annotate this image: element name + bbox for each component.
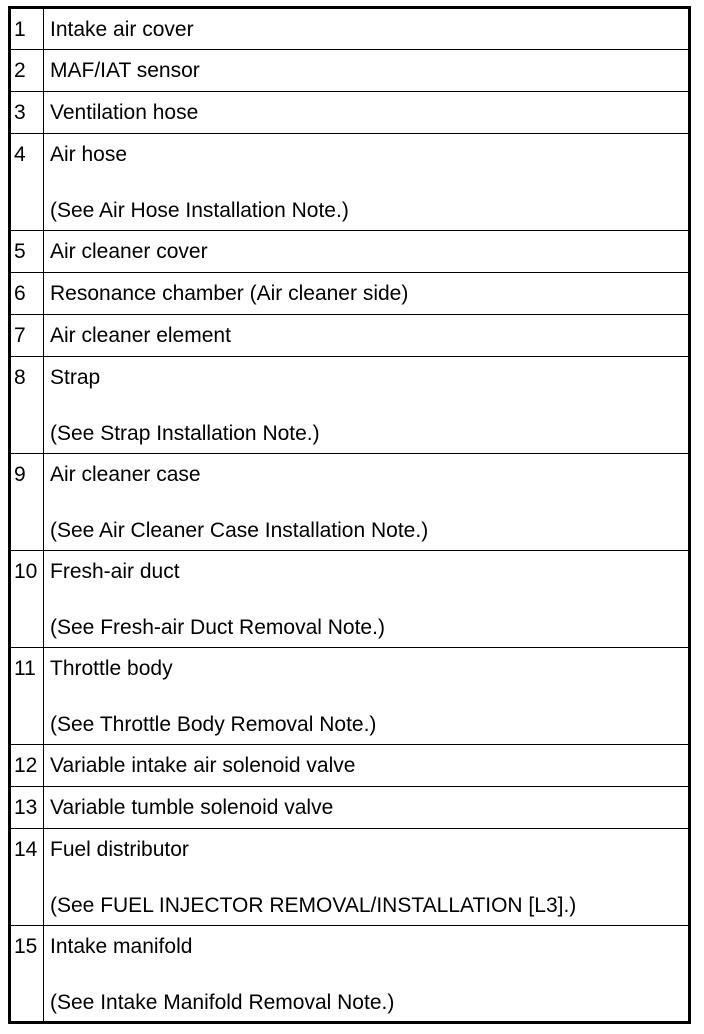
item-number: 10 (10, 551, 44, 648)
item-note: (See Strap Installation Note.) (50, 422, 320, 445)
item-note: (See Air Cleaner Case Installation Note.) (50, 519, 429, 542)
item-note: (See FUEL INJECTOR REMOVAL/INSTALLATION [L3].) (50, 894, 577, 917)
table-row (10, 829, 690, 926)
table-row (10, 50, 690, 92)
item-name: Throttle body (50, 657, 173, 680)
item-name: Variable intake air solenoid valve (50, 754, 356, 777)
item-description-cell (44, 829, 690, 926)
item-description-cell (44, 648, 690, 745)
item-note: (See Fresh-air Duct Removal Note.) (50, 616, 385, 639)
item-name: Ventilation hose (50, 101, 199, 124)
item-description-cell (44, 50, 690, 92)
item-number: 3 (10, 92, 44, 134)
item-number: 13 (10, 787, 44, 829)
item-description-cell (44, 787, 690, 829)
table-row (10, 8, 690, 50)
item-number: 4 (10, 134, 44, 231)
item-description-cell (44, 745, 690, 787)
item-description-cell (44, 134, 690, 231)
item-name: Intake manifold (50, 935, 193, 958)
item-name: Variable tumble solenoid valve (50, 796, 334, 819)
item-name: Air hose (50, 143, 128, 166)
parts-table-body (10, 8, 690, 1023)
table-row (10, 315, 690, 357)
item-name: Strap (50, 366, 101, 389)
item-description-cell (44, 273, 690, 315)
item-name: Air cleaner cover (50, 240, 208, 263)
item-description-cell (44, 454, 690, 551)
table-row (10, 787, 690, 829)
parts-table (8, 6, 691, 1024)
item-number: 12 (10, 745, 44, 787)
table-row (10, 357, 690, 454)
item-note: (See Intake Manifold Removal Note.) (50, 991, 395, 1014)
item-name: MAF/IAT sensor (50, 59, 200, 82)
item-note: (See Air Hose Installation Note.) (50, 199, 349, 222)
item-name: Air cleaner case (50, 463, 201, 486)
table-row (10, 273, 690, 315)
item-description-cell (44, 551, 690, 648)
item-number: 5 (10, 231, 44, 273)
item-number: 6 (10, 273, 44, 315)
table-row (10, 92, 690, 134)
item-description-cell (44, 231, 690, 273)
item-name: Fuel distributor (50, 838, 189, 861)
table-row (10, 134, 690, 231)
item-number: 8 (10, 357, 44, 454)
item-name: Fresh-air duct (50, 560, 180, 583)
table-row (10, 926, 690, 1023)
item-description-cell (44, 315, 690, 357)
table-row (10, 745, 690, 787)
item-description-cell (44, 92, 690, 134)
item-number: 2 (10, 50, 44, 92)
item-number: 14 (10, 829, 44, 926)
item-number: 11 (10, 648, 44, 745)
item-number: 9 (10, 454, 44, 551)
item-note: (See Throttle Body Removal Note.) (50, 713, 377, 736)
item-number: 1 (10, 8, 44, 50)
item-description-cell (44, 357, 690, 454)
item-number: 15 (10, 926, 44, 1023)
item-description-cell (44, 926, 690, 1023)
table-row (10, 231, 690, 273)
table-row (10, 454, 690, 551)
item-name: Resonance chamber (Air cleaner side) (50, 282, 409, 305)
item-description-cell (44, 8, 690, 50)
item-name: Air cleaner element (50, 324, 231, 347)
table-row (10, 551, 690, 648)
item-number: 7 (10, 315, 44, 357)
item-name: Intake air cover (50, 18, 194, 41)
table-row (10, 648, 690, 745)
